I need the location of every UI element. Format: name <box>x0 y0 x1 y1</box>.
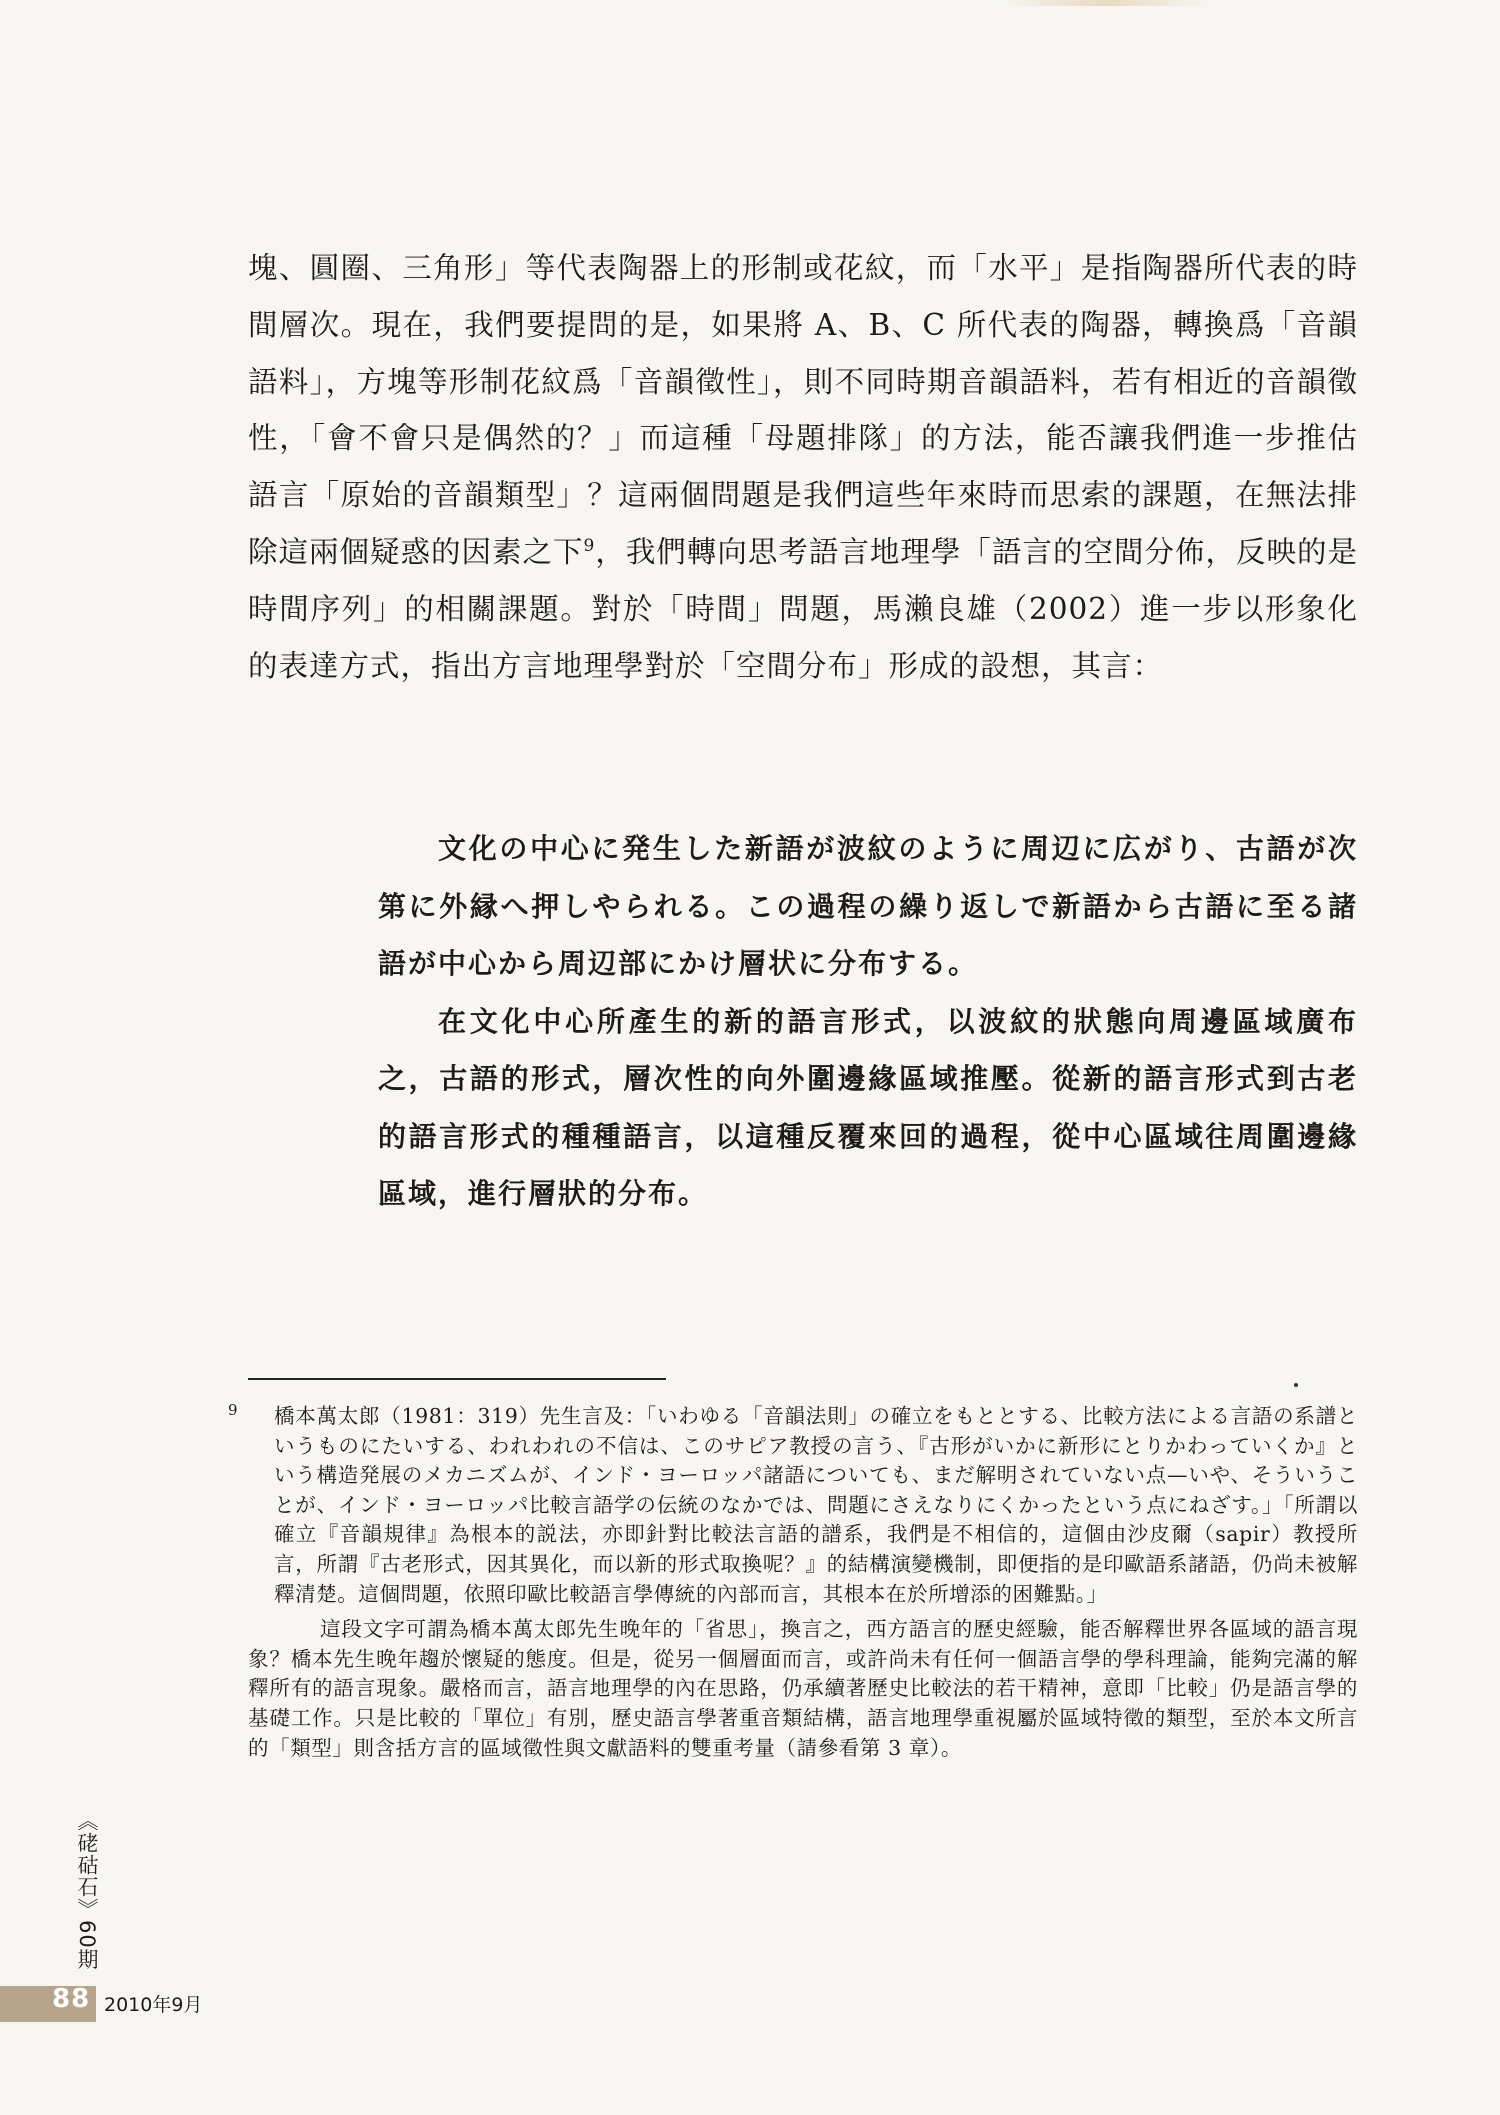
footnote-9-text: 橋本萬太郎（1981：319）先生言及：「いわゆる「音韻法則」の確立をもととする、比較方法による言語の系譜というものにたいする、われわれの不信は、このサピア教授の言う、『古形がいかに新形にとりかわっていくか』という構造発展のメカニズムが、インド・ヨーロッパ諸語についても、まだ解明されていない点—いや、そういうことが、インド・ヨーロッパ比較言語学の伝統のなかでは、問題にさえなりにくかったという点にねざす。」「所謂以確立『音韻規律』為根本的説法，亦即針對比較法言語的譜系，我們是不相信的，這個由沙皮爾（sapir）教授所言，所謂『古老形式，因其異化，而以新的形式取換呢？』的結構演變機制，即便指的是印歐語系諸語，仍尚未被解釋清楚。這個問題，依照印歐比較語言學傳統的內部而言，其根本在於所增添的困難點。」 <box>274 1404 1358 1606</box>
body-text-part2: ，我們轉向思考語言地理學「語言的空間分佈，反映的是時間序列」的相關課題。對於「時間」問題，馬瀨良雄（2002）進一步以形象化的表達方式，指出方言地理學對於「空間分布」形成的設想，其言： <box>248 534 1358 683</box>
footnote-reference: 9 <box>583 536 596 557</box>
footnote-number: 9 <box>228 1401 239 1419</box>
body-text-part1: 塊、圓圈、三角形」等代表陶器上的形制或花紋，而「水平」是指陶器所代表的時間層次。現在，我們要提問的是，如果將 A、B、C 所代表的陶器，轉換爲「音韻語料」，方塊等形制花紋爲「音韻徵性」，則不同時期音韻語料，若有相近的音韻徵性，「會不會只是偶然的？」而這種「母題排隊」的方法，能否讓我們進一步推估語言「原始的音韻類型」？這兩個問題是我們這些年來時而思索的課題，在無法排除這兩個疑惑的因素之下 <box>248 251 1358 569</box>
quote-chinese-translation: 在文化中心所產生的新的語言形式，以波紋的狀態向周邊區域廣布之，古語的形式，層次性的向外圍邊緣區域推壓。從新的語言形式到古老的語言形式的種種語言，以這種反覆來回的過程，從中心區域往周圍邊緣區域，進行層狀的分布。 <box>378 1004 1358 1210</box>
footnotes <box>228 1401 1358 1763</box>
journal-running-title: 《硓𥑮石》60期 <box>75 1810 99 1971</box>
page-number: 88 <box>52 1984 91 2014</box>
footnote-9 <box>228 1401 1358 1609</box>
block-quote <box>378 820 1358 1223</box>
quote-japanese: 文化の中心に発生した新語が波紋のように周辺に広がり、古語が次第に外縁へ押しやられる。この過程の繰り返しで新語から古語に至る諸語が中心から周辺部にかけ層状に分布する。 <box>378 832 1358 980</box>
scan-speck <box>1294 1383 1298 1387</box>
footnote-divider <box>248 1378 666 1380</box>
body-paragraph <box>248 240 1358 694</box>
issue-date: 2010年9月 <box>104 1994 203 2016</box>
scan-mark <box>1000 0 1210 6</box>
footnote-9-continuation: 這段文字可謂為橋本萬太郎先生晚年的「省思」，換言之，西方語言的歷史經驗，能否解釋世界各區域的語言現象？橋本先生晚年趨於懷疑的態度。但是，從另一個層面而言，或許尚未有任何一個語言學的學科理論，能夠完滿的解釋所有的語言現象。嚴格而言，語言地理學的內在思路，仍承續著歷史比較法的若干精神，意即「比較」仍是語言學的基礎工作。只是比較的「單位」有別，歷史語言學著重音類結構，語言地理學重視屬於區域特徵的類型，至於本文所言的「類型」則含括方言的區域徵性與文獻語料的雙重考量（請參看第 3 章）。 <box>248 1617 1358 1760</box>
